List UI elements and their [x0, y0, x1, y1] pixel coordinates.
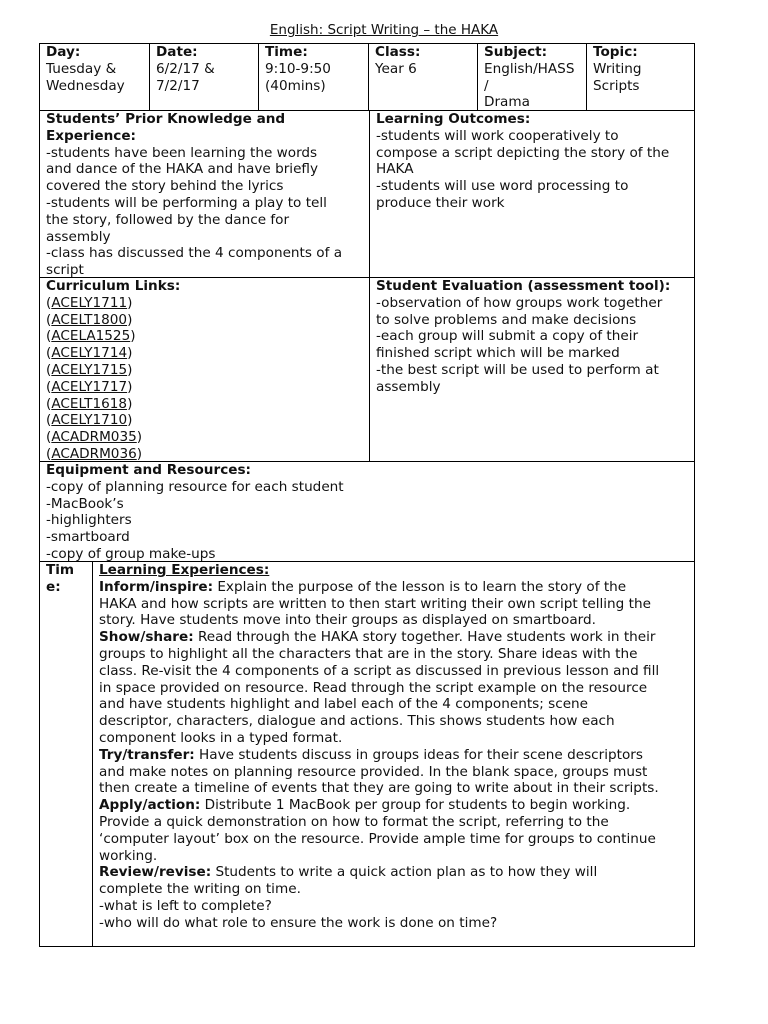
time-label: Time: [265, 44, 308, 60]
prior-knowledge-line: -students will be performing a play to tell [46, 194, 327, 211]
time-column-label-line: Tim [46, 562, 75, 578]
section-text: Explain the purpose of the lesson is to learn the story of the [213, 578, 627, 595]
section-line: complete the writing on time. [99, 881, 301, 898]
review-revise-section [99, 864, 694, 931]
student-evaluation-line: -each group will submit a copy of their [376, 328, 639, 345]
equipment-line: -highlighters [46, 512, 132, 529]
curriculum-link[interactable]: ACELY1714 [51, 345, 128, 362]
curriculum-links-heading: Curriculum Links: [46, 278, 181, 294]
date-value-line: 7/2/17 [156, 77, 200, 94]
subject-value-line: English/HASS [484, 60, 575, 77]
section-line: in space provided on resource. Read through the script example on the resource [99, 679, 648, 696]
try-transfer-section [99, 747, 694, 797]
curriculum-link[interactable]: ACELY1715 [51, 361, 128, 378]
prior-knowledge-line: -class has discussed the 4 components of a [46, 245, 343, 262]
section-text: Read through the HAKA story together. Have students work in their [193, 629, 656, 646]
curriculum-link[interactable]: ACELT1800 [51, 311, 128, 328]
knowledge-outcomes-row [40, 111, 694, 278]
date-label: Date: [156, 44, 198, 60]
curriculum-link[interactable]: ACELA1525 [51, 328, 131, 345]
class-label: Class: [375, 44, 421, 60]
curriculum-link[interactable]: ACADRM036 [51, 445, 137, 462]
topic-value-line: Scripts [593, 77, 640, 94]
equipment-line: -smartboard [46, 529, 130, 546]
details-row [40, 44, 694, 111]
section-line: component looks in a typed format. [99, 729, 343, 746]
prior-knowledge-line: assembly [46, 228, 111, 245]
curriculum-link-item[interactable]: (ACELY1717) [46, 378, 133, 395]
curriculum-link-item[interactable]: (ACELY1714) [46, 345, 133, 362]
learning-experiences-heading: Learning Experiences: [99, 562, 270, 578]
prior-knowledge-line: script [46, 262, 84, 279]
section-label: Try/transfer: [99, 746, 195, 763]
curriculum-link[interactable]: ACELT1618 [51, 395, 128, 412]
day-value-line: Wednesday [46, 77, 125, 94]
prior-knowledge-heading: Students’ Prior Knowledge and Experience: [46, 111, 286, 144]
subject-value-line: / [484, 77, 489, 94]
subject-cell [477, 44, 586, 110]
day-cell [40, 44, 149, 110]
prior-knowledge-line: and dance of the HAKA and have briefly [46, 161, 319, 178]
section-text: Have students discuss in groups ideas for their scene descriptors [194, 746, 643, 763]
section-line: and make notes on planning resource provided. In the blank space, groups must [99, 763, 648, 780]
time-column-label-line: e: [46, 578, 61, 595]
curriculum-link-item[interactable]: (ACADRM036) [46, 445, 143, 462]
learning-outcomes-cell [369, 111, 694, 277]
curriculum-link[interactable]: ACELY1711 [51, 294, 128, 311]
learning-outcomes-line: HAKA [376, 161, 414, 178]
curriculum-link-item[interactable]: (ACELA1525) [46, 328, 136, 345]
curriculum-evaluation-row [40, 278, 694, 462]
learning-outcomes-line: compose a script depicting the story of the [376, 144, 670, 161]
section-line: and have students highlight and label each of the 4 components; scene [99, 696, 589, 713]
learning-outcomes-heading: Learning Outcomes: [376, 111, 531, 127]
section-line: groups to highlight all the characters that are in the story. Share ideas with the [99, 645, 638, 662]
learning-experiences-cell [92, 562, 694, 946]
learning-outcomes-line: produce their work [376, 194, 505, 211]
section-line: story. Have students move into their groups as displayed on smartboard. [99, 612, 596, 629]
class-cell [368, 44, 477, 110]
learning-outcomes-line: -students will work cooperatively to [376, 127, 619, 144]
subject-value-line: Drama [484, 94, 530, 111]
time-value-line: 9:10-9:50 [265, 60, 331, 77]
equipment-line: -MacBook’s [46, 495, 124, 512]
student-evaluation-line: assembly [376, 378, 441, 395]
section-text: Distribute 1 MacBook per group for students to begin working. [200, 797, 631, 814]
equipment-line: -copy of group make-ups [46, 545, 216, 562]
curriculum-link[interactable]: ACELY1717 [51, 378, 128, 395]
section-label: Show/share: [99, 629, 194, 646]
curriculum-link-item[interactable]: (ACADRM035) [46, 429, 143, 446]
document-title: English: Script Writing – the HAKA [269, 22, 499, 38]
curriculum-link-item[interactable]: (ACELT1800) [46, 311, 133, 328]
prior-knowledge-cell [40, 111, 369, 277]
prior-knowledge-line: -students have been learning the words [46, 144, 318, 161]
curriculum-link[interactable]: ACADRM035 [51, 429, 137, 446]
section-line: class. Re-visit the 4 components of a script as discussed in previous lesson and fill [99, 662, 660, 679]
section-line: -who will do what role to ensure the work is done on time? [99, 914, 498, 931]
student-evaluation-heading: Student Evaluation (assessment tool): [376, 278, 671, 294]
topic-cell [586, 44, 694, 110]
equipment-row [40, 462, 694, 562]
prior-knowledge-line: covered the story behind the lyrics [46, 178, 284, 195]
section-label: Apply/action: [99, 797, 201, 814]
curriculum-link-item[interactable]: (ACELT1618) [46, 395, 133, 412]
curriculum-link-item[interactable]: (ACELY1715) [46, 361, 133, 378]
learning-outcomes-line: -students will use word processing to [376, 178, 629, 195]
section-text: Students to write a quick action plan as to how they will [211, 864, 598, 881]
section-label: Inform/inspire: [99, 578, 214, 595]
section-line: Provide a quick demonstration on how to format the script, referring to the [99, 813, 609, 830]
section-line: working. [99, 847, 158, 864]
experiences-row [40, 562, 694, 946]
apply-action-section [99, 797, 694, 864]
prior-knowledge-line: the story, followed by the dance for [46, 211, 290, 228]
student-evaluation-cell [369, 278, 694, 461]
date-value-line: 6/2/17 & [156, 60, 215, 77]
equipment-heading: Equipment and Resources: [46, 462, 251, 478]
curriculum-links-cell [40, 278, 369, 461]
time-column-cell [40, 562, 92, 946]
curriculum-link[interactable]: ACELY1710 [51, 412, 128, 429]
section-line: -what is left to complete? [99, 897, 272, 914]
time-cell [258, 44, 368, 110]
day-value-line: Tuesday & [46, 60, 117, 77]
student-evaluation-line: -observation of how groups work together [376, 294, 663, 311]
section-line: HAKA and how scripts are written to then start writing their own script telling the [99, 595, 651, 612]
curriculum-link-item[interactable]: (ACELY1710) [46, 412, 133, 429]
show-share-section [99, 629, 694, 747]
section-line: ‘computer layout’ box on the resource. Provide ample time for groups to continue [99, 830, 656, 847]
class-value-line: Year 6 [375, 60, 417, 77]
student-evaluation-line: -the best script will be used to perform at [376, 361, 659, 378]
curriculum-link-item[interactable]: (ACELY1711) [46, 294, 133, 311]
inform-inspire-section [99, 579, 694, 629]
date-cell [149, 44, 258, 110]
section-line: then create a timeline of events that they are going to write about in their scripts. [99, 780, 659, 797]
day-label: Day: [46, 44, 81, 60]
topic-value-line: Writing [593, 60, 642, 77]
student-evaluation-line: finished script which will be marked [376, 345, 620, 362]
student-evaluation-line: to solve problems and make decisions [376, 311, 637, 328]
equipment-line: -copy of planning resource for each student [46, 478, 344, 495]
lesson-plan-table [39, 43, 695, 947]
section-line: descriptor, characters, dialogue and actions. This shows students how each [99, 713, 615, 730]
section-label: Review/revise: [99, 864, 212, 881]
time-value-line: (40mins) [265, 77, 326, 94]
subject-label: Subject: [484, 44, 548, 60]
topic-label: Topic: [593, 44, 638, 60]
equipment-cell [40, 462, 694, 561]
